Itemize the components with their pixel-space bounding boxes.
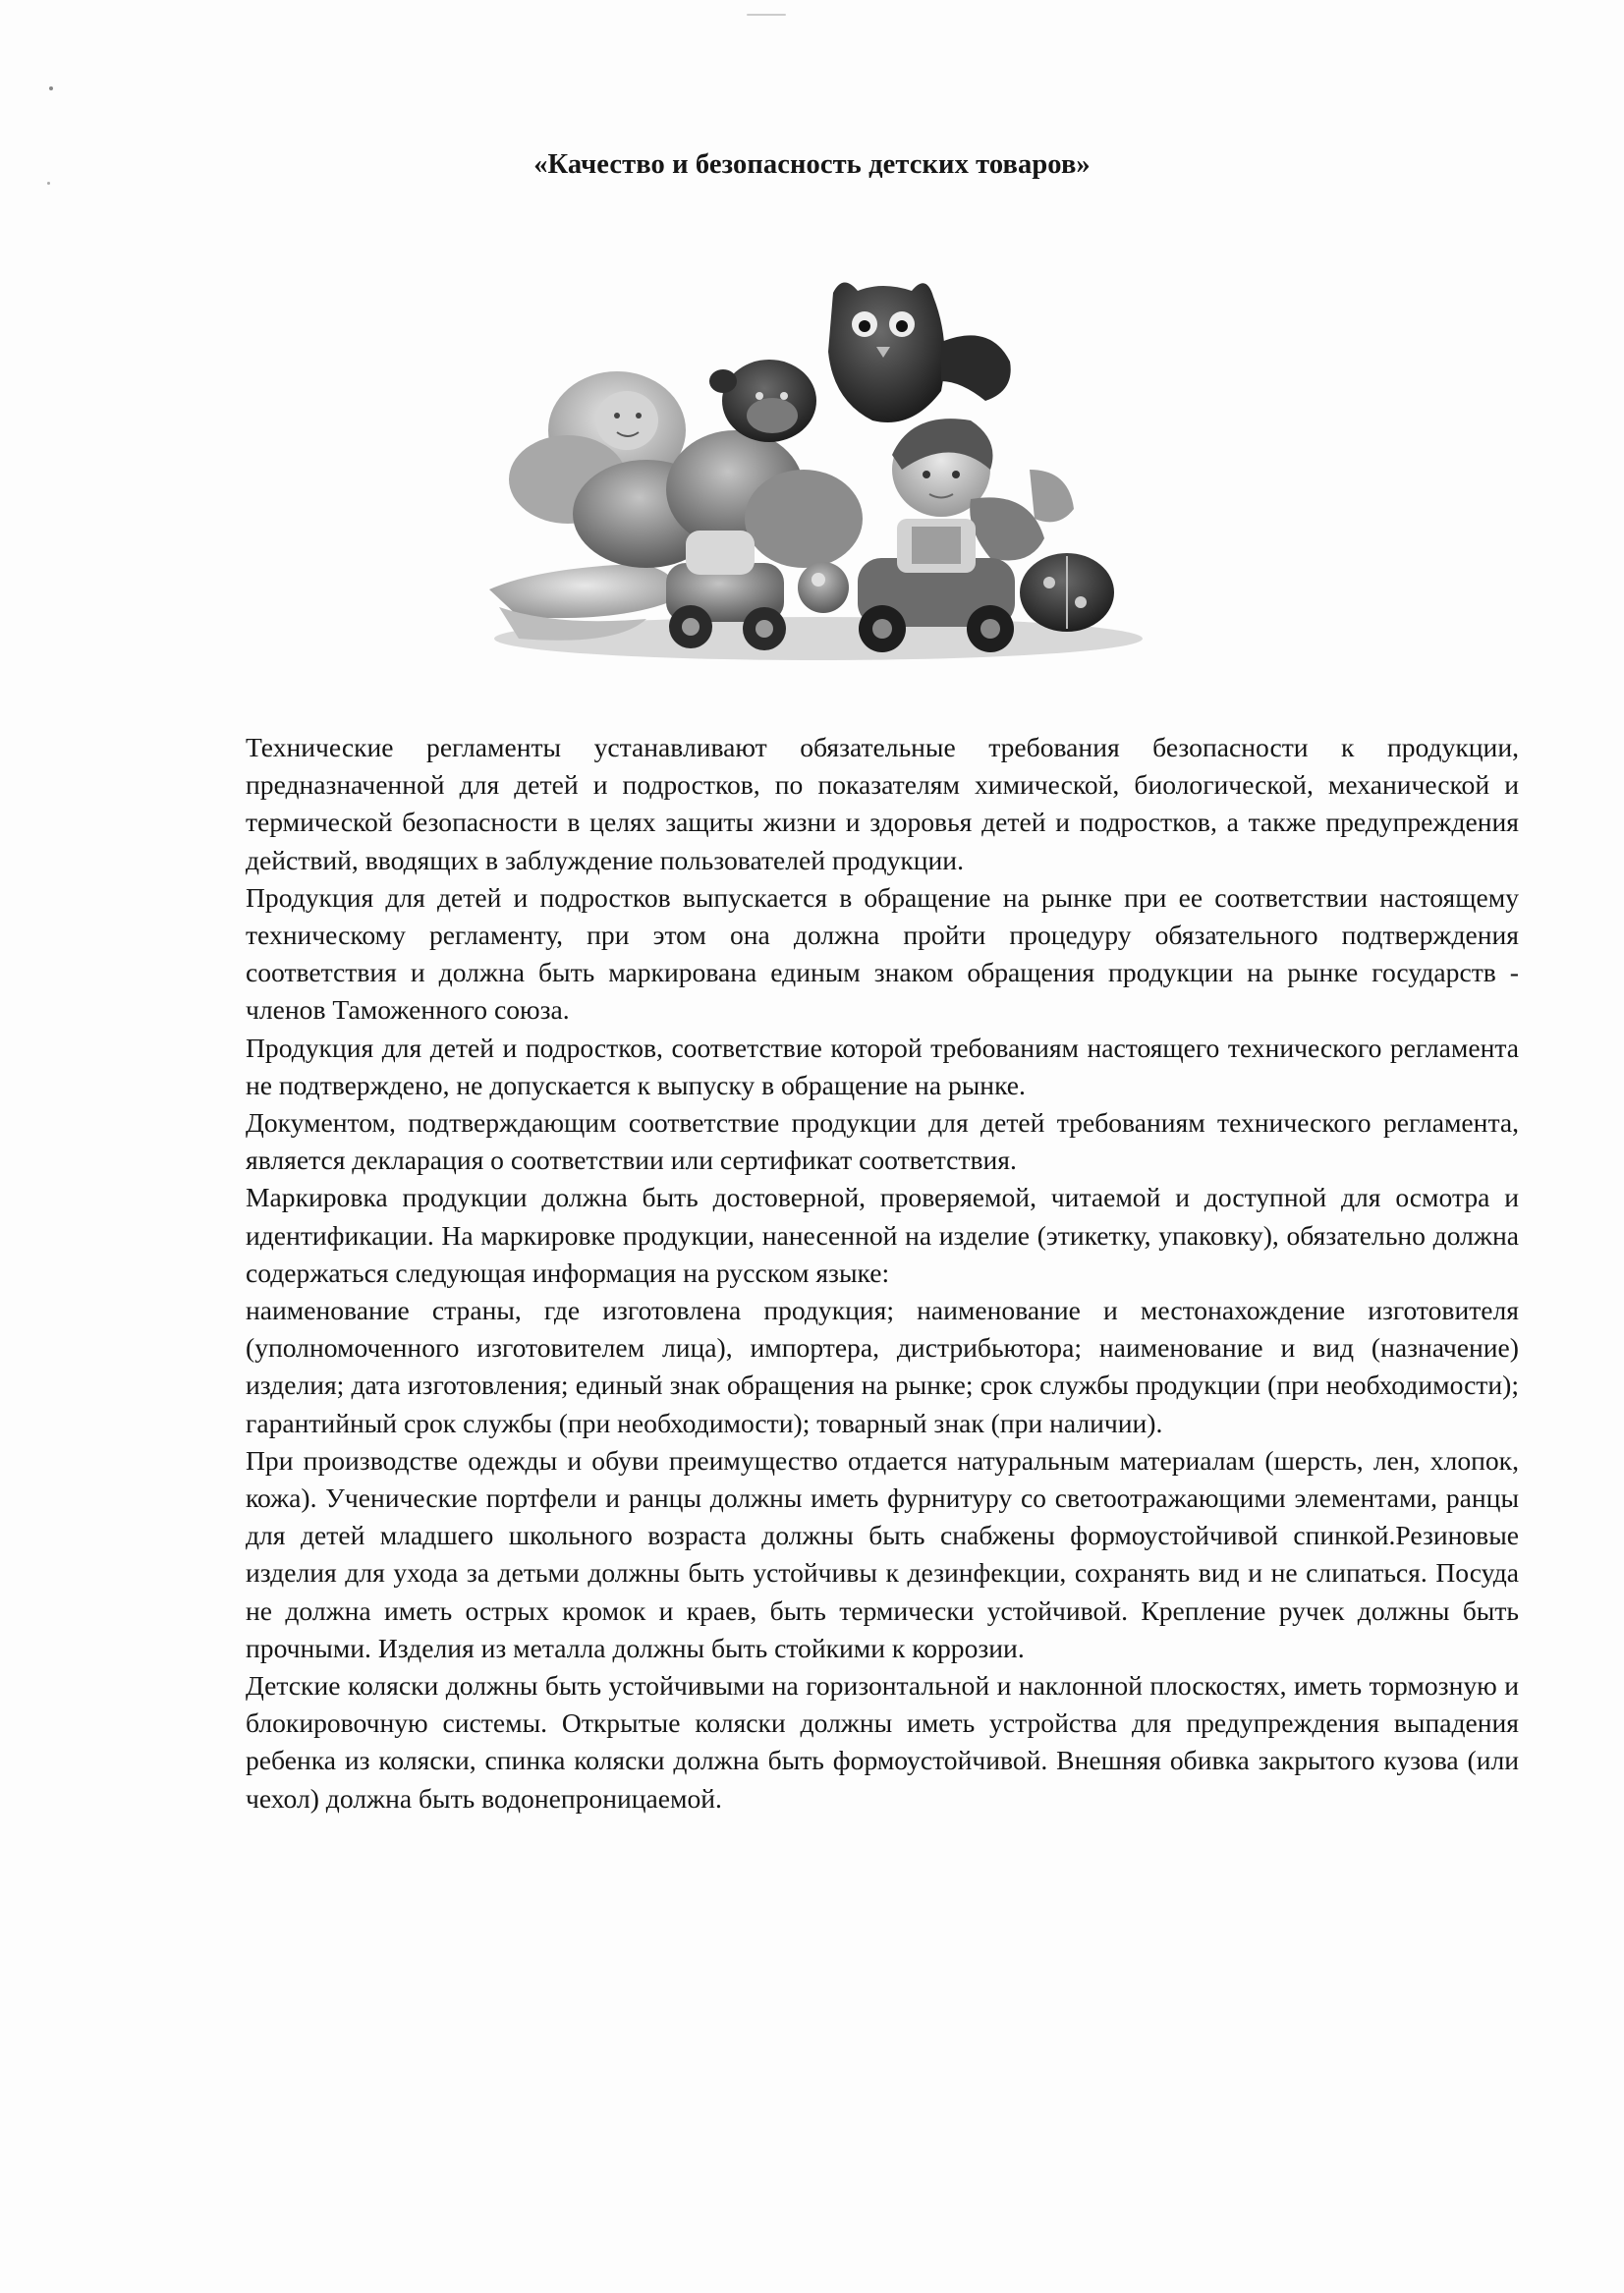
scan-speck [47, 182, 50, 185]
scan-speck [747, 14, 786, 16]
paragraph: Продукция для детей и подростков выпускается в обращение на рынке при ее соответствии настоящему техническому регламенту, при этом она должна пройти процедуру обязательного подтверждения соответствия и должна быть маркирована единым знаком обращения продукции на рынке государств - членов Таможенного союза. [246, 881, 1519, 1026]
paragraph: Детские коляски должны быть устойчивыми на горизонтальной и наклонной плоскостях, иметь тормозную и блокировочную системы. Открытые коляски должны иметь устройства для предупреждения выпадения ребенка из коляски, спинка коляски должна быть формоустойчивой. Внешняя обивка закрытого кузова (или чехол) должна быть водонепроницаемой. [246, 1670, 1519, 1814]
paragraph: Документом, подтверждающим соответствие продукции для детей требованиям технического регламента, является декларация о соответствии или сертификат соответствия. [246, 1107, 1519, 1176]
document-body [246, 729, 1519, 1818]
paragraph: Технические регламенты устанавливают обязательные требования безопасности к продукции, предназначенной для детей и подростков, по показателям химической, биологической, механической и термической безопасности в целях защиты жизни и здоровья детей и подростков, а также предупреждения действий, вводящих в заблуждение пользователей продукции. [246, 732, 1519, 875]
toys-photo [479, 273, 1148, 668]
paragraph: При производстве одежды и обуви преимущество отдается натуральным материалам (шерсть, лен, хлопок, кожа). Ученические портфели и ранцы должны иметь фурнитуру со светоотражающими элементами, ранцы для детей младшего школьного возраста должны быть снабжены формоустойчивой спинкой.Резиновые изделия для ухода за детьми должны быть устойчивы к дезинфекции, сохранять вид и не слипаться. Посуда не должна иметь острых кромок и краев, быть термически устойчивой. Крепление ручек должны быть прочными. Изделия из металла должны быть стойкими к коррозии. [246, 1444, 1519, 1663]
document-title: «Качество и безопасность детских товаров» [533, 149, 1091, 180]
paragraph: наименование страны, где изготовлена продукция; наименование и местонахождение изготовителя (уполномоченного изготовителем лица), импортера, дистрибьютора; наименование и вид (назначение) изделия; дата изготовления; единый знак обращения на рынке; срок службы продукции (при необходимости); гарантийный срок службы (при необходимости); товарный знак (при наличии). [246, 1295, 1519, 1438]
paragraph: Маркировка продукции должна быть достоверной, проверяемой, читаемой и доступной для осмотра и идентификации. На маркировке продукции, нанесенной на изделие (этикетку, упаковку), обязательно должна содержаться следующая информация на русском языке: [246, 1182, 1519, 1288]
scan-speck [49, 86, 53, 90]
paragraph: Продукция для детей и подростков, соответствие которой требованиям настоящего технического регламента не подтверждено, не допускается к выпуску в обращение на рынке. [246, 1032, 1519, 1100]
